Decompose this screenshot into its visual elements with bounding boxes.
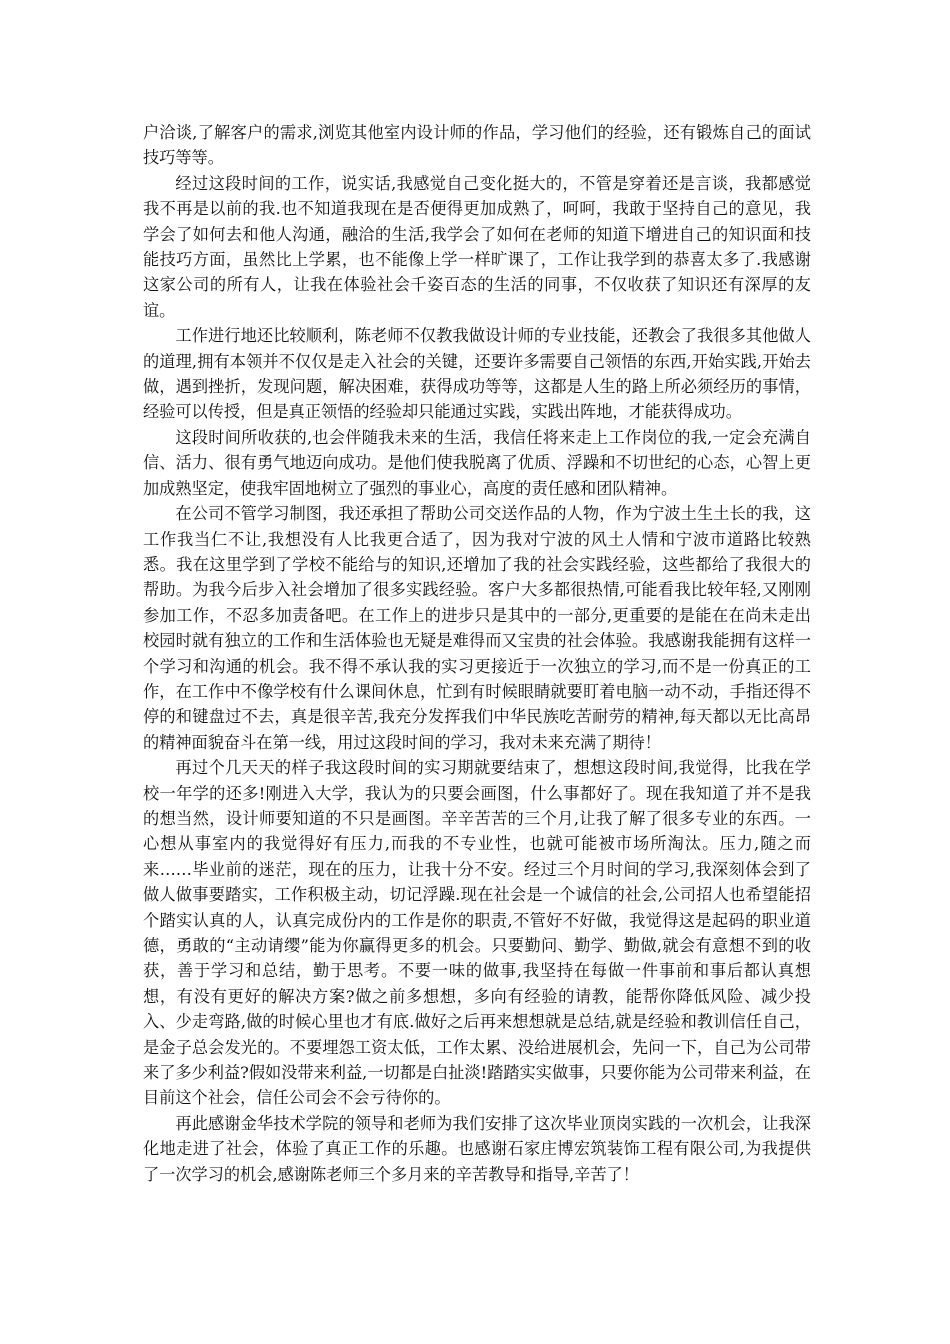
paragraph-2: 经过这段时间的工作，说实话,我感觉自己变化挺大的，不管是穿着还是言谈，我都感觉我不再是以前的我.也不知道我现在是否便得更加成熟了，呵呵，我敢于坚持自己的意见，我学会了如何去和他人沟通，融洽的生活,我学会了如何在老师的知道下增进自己的知识面和技能技巧方面，虽然比上学累，也不能像上学一样旷课了，工作让我学到的恭喜太多了.我感谢这家公司的所有人，让我在体验社会千姿百态的生活的同事，不仅收获了知识还有深厚的友谊。: [143, 173, 811, 320]
document-body: [143, 120, 811, 1187]
paragraph-4: 这段时间所收获的,也会伴随我未来的生活，我信任将来走上工作岗位的我,一定会充满自信、活力、很有勇气地迈向成功。是他们使我脱离了优质、浮躁和不切世纪的心态，心智上更加成熟坚定，使我牢固地树立了强烈的事业心，高度的责任感和团队精神。: [143, 427, 811, 498]
paragraph-5: 在公司不管学习制图，我还承担了帮助公司交送作品的人物，作为宁波土生土长的我，这工作我当仁不让,我想没有人比我更合适了，因为我对宁波的风土人情和宁波市道路比较熟悉。我在这里学到了学校不能给与的知识,还增加了我的社会实践经验，这些都给了我很大的帮助。为我今后步入社会增加了很多实践经验。客户大多都很热情,可能看我比较年轻,又刚刚参加工作，不忍多加责备吧。在工作上的进步只是其中的一部分,更重要的是能在在尚未走出校园时就有独立的工作和生活体验也无疑是难得而又宝贵的社会体验。我感谢我能拥有这样一个学习和沟通的机会。我不得不承认我的实习更接近于一次独立的学习,而不是一份真正的工作，在工作中不像学校有什么课间休息，忙到有时候眼睛就要盯着电脑一动不动，手指还得不停的和键盘过不去，真是很辛苦,我充分发挥我们中华民族吃苦耐劳的精神,每天都以无比高昂的精神面貌奋斗在第一线，用过这段时间的学习，我对未来充满了期待！: [143, 504, 811, 752]
paragraph-6: 再过个几天天的样子我这段时间的实习期就要结束了，想想这段时间,我觉得，比我在学校一年学的还多!刚进入大学，我认为的只要会画图，什么事都好了。现在我知道了并不是我的想当然，设计师要知道的不只是画图。辛辛苦苦的三个月,让我了解了很多专业的东西。一心想从事室内的我觉得好有压力,而我的不专业性，也就可能被市场所淘汰。压力,随之而来……毕业前的迷茫，现在的压力，让我十分不安。经过三个月时间的学习,我深刻体会到了做人做事要踏实，工作积极主动，切记浮躁.现在社会是一个诚信的社会,公司招人也希望能招个踏实认真的人，认真完成份内的工作是你的职责,不管好不好做，我觉得这是起码的职业道德，勇敢的“主动请缨”能为你赢得更多的机会。只要勤问、勤学、勤做,就会有意想不到的收获，善于学习和总结，勤于思考。不要一味的做事,我坚持在每做一件事前和事后都认真想想，有没有更好的解决方案?做之前多想想，多向有经验的请教，能帮你降低风险、减少投入、少走弯路,做的时候心里也才有底.做好之后再来想想就是总结,就是经验和教训信任自己，是金子总会发光的。不要埋怨工资太低，工作太累、没给进展机会，先问一下，自己为公司带来了多少利益?假如没带来利益,一切都是白扯淡!踏踏实实做事，只要你能为公司带来利益，在目前这个社会，信任公司会不会亏待你的。: [143, 758, 811, 1108]
paragraph-1: 户洽谈,了解客户的需求,浏览其他室内设计师的作品，学习他们的经验，还有锻炼自己的面试技巧等等。: [143, 123, 811, 168]
paragraph-3: 工作进行地还比较顺利，陈老师不仅教我做设计师的专业技能，还教会了我很多其他做人的道理,拥有本领并不仅仅是走入社会的关键，还要许多需要自己领悟的东西,开始实践,开始去做，遇到挫折，发现问题，解决困难，获得成功等等，这都是人生的路上所必须经历的事情，经验可以传授，但是真正领悟的经验却只能通过实践，实践出阵地，才能获得成功。: [143, 326, 811, 422]
paragraph-7: 再此感谢金华技术学院的领导和老师为我们安排了这次毕业顶岗实践的一次机会，让我深化地走进了社会，体验了真正工作的乐趣。也感谢石家庄博宏筑装饰工程有限公司,为我提供了一次学习的机会,感谢陈老师三个多月来的辛苦教导和指导,辛苦了！: [143, 1113, 811, 1184]
